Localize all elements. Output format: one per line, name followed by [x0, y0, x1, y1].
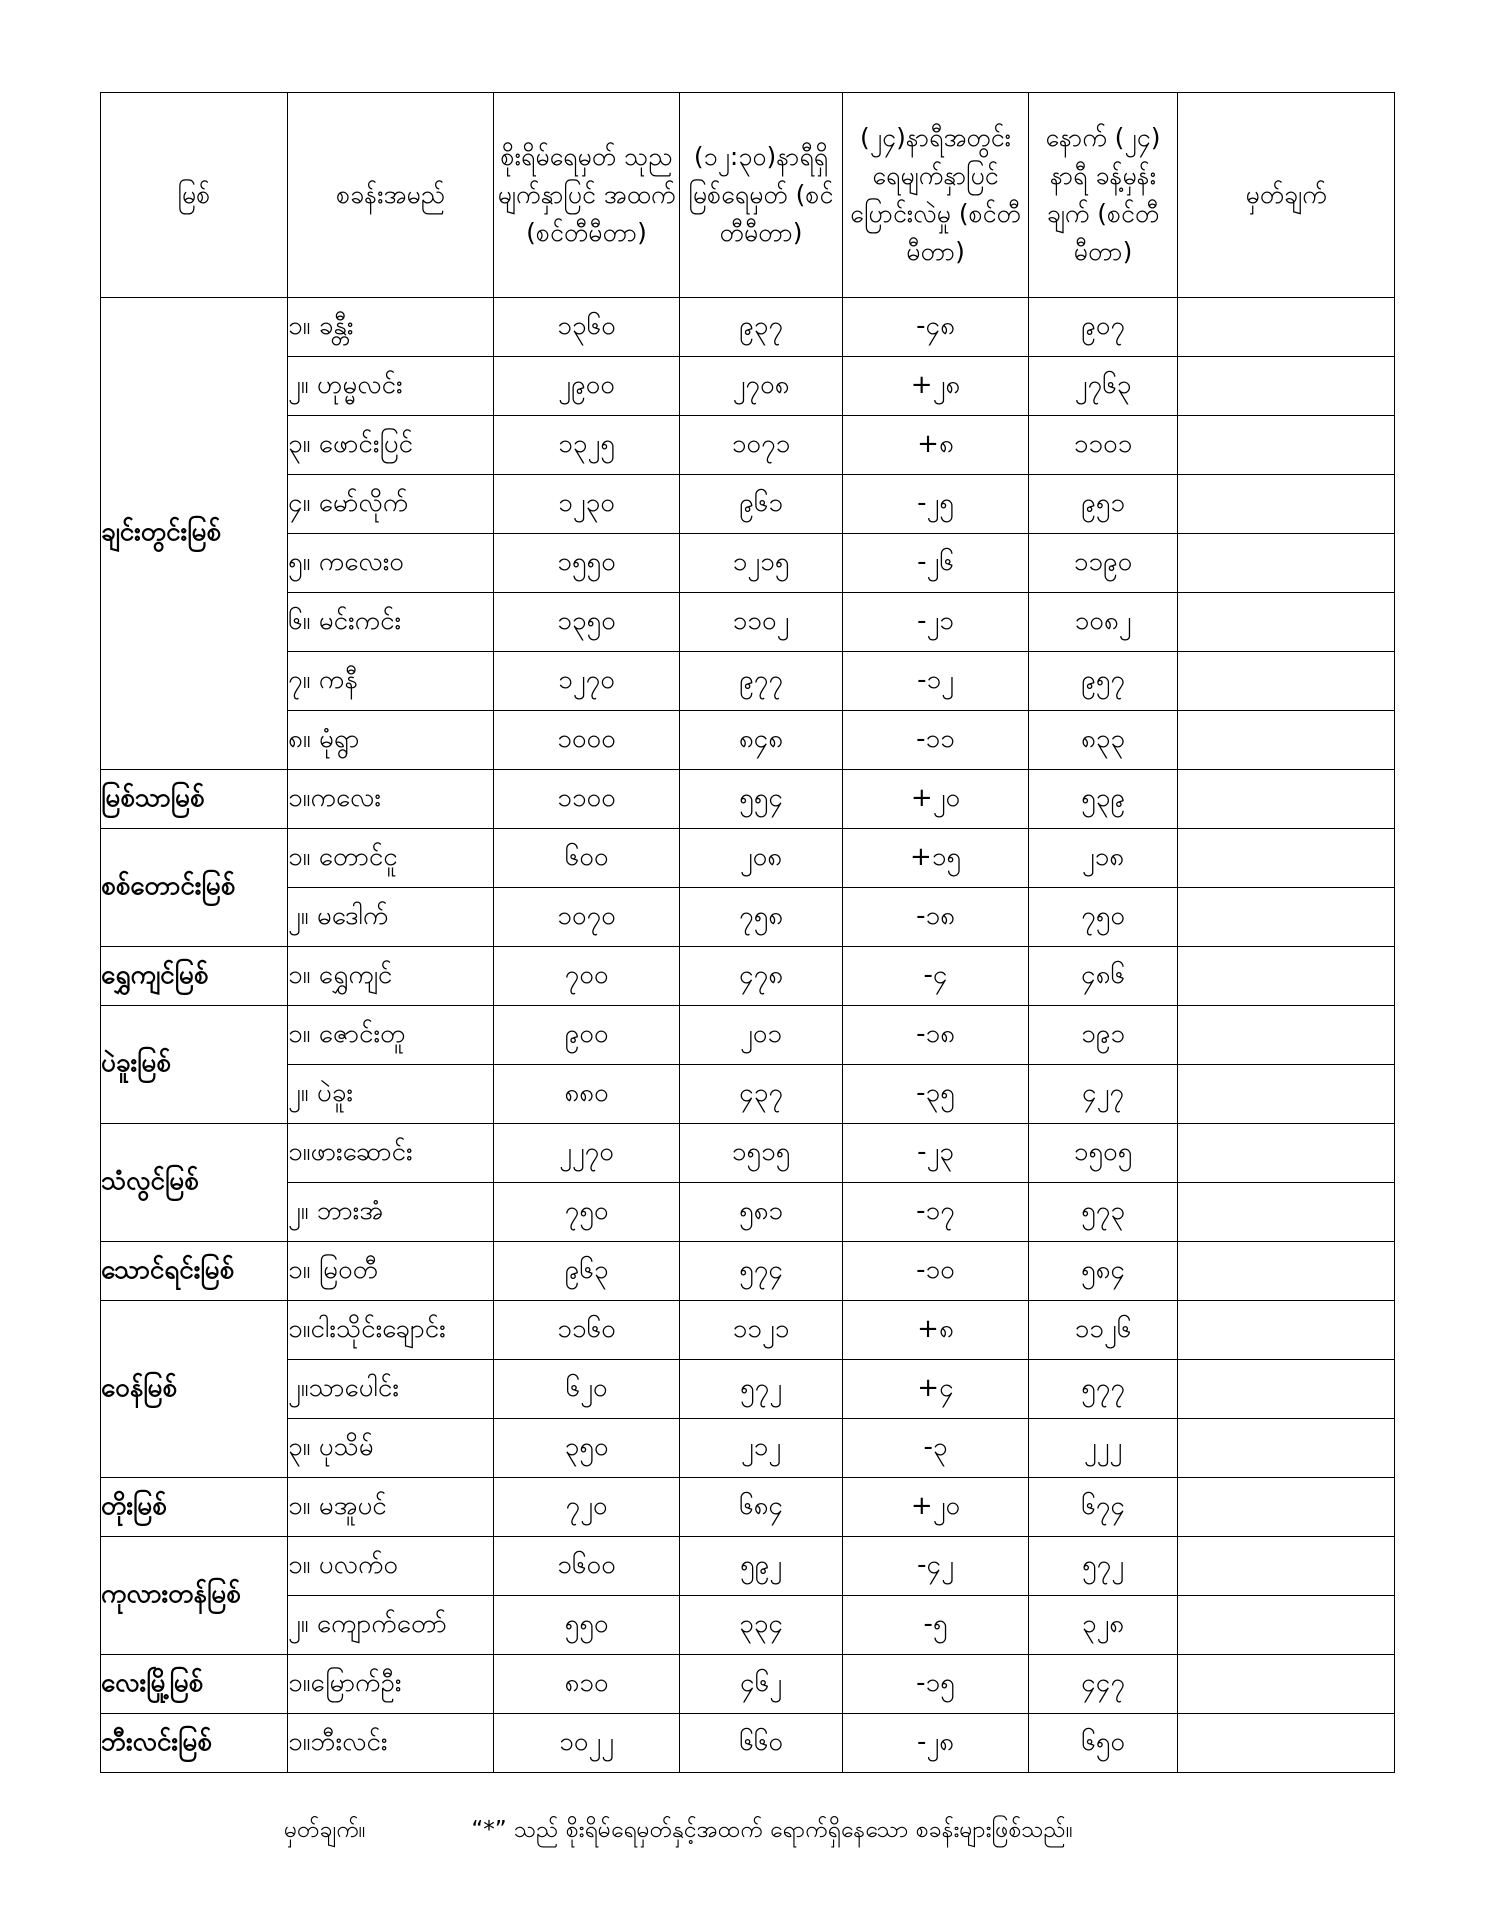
remark	[1178, 1006, 1395, 1065]
current-level: ၁၂၁၅	[680, 534, 843, 593]
table-row	[101, 1301, 1395, 1360]
station-name: ၂။ ဟုမ္မလင်း	[288, 357, 494, 416]
forecast-level: ၁၀၈၂	[1029, 593, 1178, 652]
danger-level: ၇၅၀	[494, 1183, 680, 1242]
forecast-level: ၉၅၇	[1029, 652, 1178, 711]
current-level: ၄၃၇	[680, 1065, 843, 1124]
station-name: ၁။မြောက်ဦး	[288, 1655, 494, 1714]
footnote-text: “*” သည် စိုးရိမ်ရေမှတ်နှင့်အထက် ရောက်ရှိနေသော စခန်းများဖြစ်သည်။	[471, 1817, 1073, 1843]
level-change: -၃၅	[843, 1065, 1029, 1124]
danger-level: ၈၁၀	[494, 1655, 680, 1714]
level-change: -၁၂	[843, 652, 1029, 711]
danger-level: ၁၂၃၀	[494, 475, 680, 534]
danger-level: ၁၃၅၀	[494, 593, 680, 652]
river-name: ဝေန်မြစ်	[101, 1301, 288, 1478]
forecast-level: ၄၄၇	[1029, 1655, 1178, 1714]
remark	[1178, 593, 1395, 652]
remark	[1178, 652, 1395, 711]
danger-level: ၁၀၇၀	[494, 888, 680, 947]
danger-level: ၃၅၀	[494, 1419, 680, 1478]
station-name: ၃။ ပုသိမ်	[288, 1419, 494, 1478]
header-change: (၂၄)နာရီအတွင်း ရေမျက်နှာပြင် ပြောင်းလဲမှု (စင်တီမီတာ)	[843, 93, 1029, 298]
header-danger-level: စိုးရိမ်ရေမှတ် သုညမျက်နှာပြင် အထက် (စင်တီမီတာ)	[494, 93, 680, 298]
forecast-level: ၁၁၉၀	[1029, 534, 1178, 593]
remark	[1178, 357, 1395, 416]
level-change: -၁၁	[843, 711, 1029, 770]
forecast-level: ၁၅၀၅	[1029, 1124, 1178, 1183]
level-change: -၄၈	[843, 298, 1029, 357]
level-change: +၈	[843, 1301, 1029, 1360]
table-row	[101, 1478, 1395, 1537]
station-name: ၂။ ဘားအံ	[288, 1183, 494, 1242]
remark	[1178, 888, 1395, 947]
header-river: မြစ်	[101, 93, 288, 298]
remark	[1178, 1065, 1395, 1124]
station-name: ၁။ဖားဆောင်း	[288, 1124, 494, 1183]
danger-level: ၈၈၀	[494, 1065, 680, 1124]
table-row	[101, 1006, 1395, 1065]
danger-level: ၇၂၀	[494, 1478, 680, 1537]
table-row	[101, 1065, 1395, 1124]
forecast-level: ၈၃၃	[1029, 711, 1178, 770]
level-change: +၂၀	[843, 1478, 1029, 1537]
forecast-level: ၃၂၈	[1029, 1596, 1178, 1655]
forecast-level: ၅၇၂	[1029, 1537, 1178, 1596]
remark	[1178, 1655, 1395, 1714]
current-level: ၉၃၇	[680, 298, 843, 357]
level-change: -၂၁	[843, 593, 1029, 652]
table-row	[101, 298, 1395, 357]
table-row	[101, 770, 1395, 829]
forecast-level: ၅၇၇	[1029, 1360, 1178, 1419]
station-name: ၁။ကလေး	[288, 770, 494, 829]
river-name: ဘီးလင်းမြစ်	[101, 1714, 288, 1773]
forecast-level: ၉၅၁	[1029, 475, 1178, 534]
river-name: တိုးမြစ်	[101, 1478, 288, 1537]
current-level: ၇၅၈	[680, 888, 843, 947]
level-change: -၂၆	[843, 534, 1029, 593]
danger-level: ၁၆၀၀	[494, 1537, 680, 1596]
header-forecast: နောက် (၂၄) နာရီ ခန့်မှန်းချက် (စင်တီမီတာ)	[1029, 93, 1178, 298]
river-name: ပဲခူးမြစ်	[101, 1006, 288, 1124]
station-name: ၁။ ပလက်ဝ	[288, 1537, 494, 1596]
current-level: ၁၅၁၅	[680, 1124, 843, 1183]
station-name: ၁။ မအူပင်	[288, 1478, 494, 1537]
station-name: ၁။ ခန္တီး	[288, 298, 494, 357]
forecast-level: ၁၉၁	[1029, 1006, 1178, 1065]
level-change: +၄	[843, 1360, 1029, 1419]
station-name: ၂။ ကျောက်တော်	[288, 1596, 494, 1655]
station-name: ၂။သာပေါင်း	[288, 1360, 494, 1419]
table-row	[101, 829, 1395, 888]
remark	[1178, 1124, 1395, 1183]
forecast-level: ၆၇၄	[1029, 1478, 1178, 1537]
station-name: ၁။ ဇောင်းတူ	[288, 1006, 494, 1065]
remark	[1178, 298, 1395, 357]
level-change: -၂၃	[843, 1124, 1029, 1183]
current-level: ၆၈၄	[680, 1478, 843, 1537]
danger-level: ၆၀၀	[494, 829, 680, 888]
level-change: +၈	[843, 416, 1029, 475]
forecast-level: ၂၂၂	[1029, 1419, 1178, 1478]
level-change: -၄၂	[843, 1537, 1029, 1596]
station-name: ၇။ ကနီ	[288, 652, 494, 711]
river-name: ကုလားတန်မြစ်	[101, 1537, 288, 1655]
danger-level: ၉၆၃	[494, 1242, 680, 1301]
danger-level: ၉၀၀	[494, 1006, 680, 1065]
remark	[1178, 1478, 1395, 1537]
remark	[1178, 1242, 1395, 1301]
current-level: ၂၇၀၈	[680, 357, 843, 416]
table-row	[101, 1419, 1395, 1478]
header-remark: မှတ်ချက်	[1178, 93, 1395, 298]
remark	[1178, 475, 1395, 534]
danger-level: ၁၂၇၀	[494, 652, 680, 711]
level-change: -၅	[843, 1596, 1029, 1655]
remark	[1178, 947, 1395, 1006]
forecast-level: ၂၁၈	[1029, 829, 1178, 888]
level-change: -၄	[843, 947, 1029, 1006]
table-row	[101, 711, 1395, 770]
river-name: သောင်ရင်းမြစ်	[101, 1242, 288, 1301]
station-name: ၄။ မော်လိုက်	[288, 475, 494, 534]
station-name: ၁။ မြဝတီ	[288, 1242, 494, 1301]
header-current-level: (၁၂:၃၀)နာရီရှိ မြစ်ရေမှတ် (စင်တီမီတာ)	[680, 93, 843, 298]
river-name: လေးမြို့မြစ်	[101, 1655, 288, 1714]
remark	[1178, 711, 1395, 770]
footnote	[284, 1815, 1073, 1849]
table-row	[101, 1124, 1395, 1183]
river-name: မြစ်သာမြစ်	[101, 770, 288, 829]
danger-level: ၁၃၆၀	[494, 298, 680, 357]
current-level: ၁၁၀၂	[680, 593, 843, 652]
current-level: ၃၃၄	[680, 1596, 843, 1655]
danger-level: ၆၂၀	[494, 1360, 680, 1419]
forecast-level: ၄၈၆	[1029, 947, 1178, 1006]
danger-level: ၁၃၂၅	[494, 416, 680, 475]
forecast-level: ၇၅၀	[1029, 888, 1178, 947]
river-name: ရွှေကျင်မြစ်	[101, 947, 288, 1006]
station-name: ၆။ မင်းကင်း	[288, 593, 494, 652]
current-level: ၁၁၂၁	[680, 1301, 843, 1360]
station-name: ၁။ ရွှေကျင်	[288, 947, 494, 1006]
river-name: သံလွင်မြစ်	[101, 1124, 288, 1242]
current-level: ၁၀၇၁	[680, 416, 843, 475]
river-name: ချင်းတွင်းမြစ်	[101, 298, 288, 770]
station-name: ၂။ ပဲခူး	[288, 1065, 494, 1124]
remark	[1178, 829, 1395, 888]
current-level: ၈၄၈	[680, 711, 843, 770]
table-row	[101, 652, 1395, 711]
danger-level: ၁၀၀၀	[494, 711, 680, 770]
station-name: ၁။ငါးသိုင်းချောင်း	[288, 1301, 494, 1360]
level-change: -၁၅	[843, 1655, 1029, 1714]
danger-level: ၂၂၇၀	[494, 1124, 680, 1183]
level-change: -၃	[843, 1419, 1029, 1478]
current-level: ၅၉၂	[680, 1537, 843, 1596]
forecast-level: ၁၁၀၁	[1029, 416, 1178, 475]
table-row	[101, 888, 1395, 947]
table-row	[101, 534, 1395, 593]
table-row	[101, 1655, 1395, 1714]
forecast-level: ၆၅၀	[1029, 1714, 1178, 1773]
current-level: ၅၈၁	[680, 1183, 843, 1242]
level-change: +၂၈	[843, 357, 1029, 416]
current-level: ၅၅၄	[680, 770, 843, 829]
remark	[1178, 1596, 1395, 1655]
table-row	[101, 947, 1395, 1006]
danger-level: ၁၀၂၂	[494, 1714, 680, 1773]
remark	[1178, 534, 1395, 593]
level-change: +၂၀	[843, 770, 1029, 829]
level-change: -၂၅	[843, 475, 1029, 534]
forecast-level: ၁၁၂၆	[1029, 1301, 1178, 1360]
header-row	[101, 93, 1395, 298]
danger-level: ၇၀၀	[494, 947, 680, 1006]
current-level: ၂၀၈	[680, 829, 843, 888]
level-change: -၂၈	[843, 1714, 1029, 1773]
remark	[1178, 1537, 1395, 1596]
table-row	[101, 1360, 1395, 1419]
table-row	[101, 1242, 1395, 1301]
table-row	[101, 1596, 1395, 1655]
forecast-level: ၄၂၇	[1029, 1065, 1178, 1124]
table-row	[101, 475, 1395, 534]
danger-level: ၁၁၆၀	[494, 1301, 680, 1360]
danger-level: ၁၁၀၀	[494, 770, 680, 829]
current-level: ၅၇၂	[680, 1360, 843, 1419]
station-name: ၅။ ကလေးဝ	[288, 534, 494, 593]
station-name: ၃။ ဖောင်းပြင်	[288, 416, 494, 475]
current-level: ၂၀၁	[680, 1006, 843, 1065]
table-row	[101, 416, 1395, 475]
level-change: -၁၇	[843, 1183, 1029, 1242]
header-station: စခန်းအမည်	[288, 93, 494, 298]
station-name: ၁။ တောင်ငူ	[288, 829, 494, 888]
forecast-level: ၉၀၇	[1029, 298, 1178, 357]
current-level: ၅၇၄	[680, 1242, 843, 1301]
danger-level: ၁၅၅၀	[494, 534, 680, 593]
river-name: စစ်တောင်းမြစ်	[101, 829, 288, 947]
remark	[1178, 1360, 1395, 1419]
current-level: ၄၆၂	[680, 1655, 843, 1714]
current-level: ၂၁၂	[680, 1419, 843, 1478]
remark	[1178, 1301, 1395, 1360]
danger-level: ၂၉၀၀	[494, 357, 680, 416]
forecast-level: ၅၇၃	[1029, 1183, 1178, 1242]
forecast-level: ၅၈၄	[1029, 1242, 1178, 1301]
level-change: +၁၅	[843, 829, 1029, 888]
remark	[1178, 1183, 1395, 1242]
footnote-label: မှတ်ချက်။	[284, 1817, 366, 1843]
table-row	[101, 1714, 1395, 1773]
remark	[1178, 416, 1395, 475]
remark	[1178, 1419, 1395, 1478]
current-level: ၄၇၈	[680, 947, 843, 1006]
station-name: ၈။ မုံရွာ	[288, 711, 494, 770]
river-level-table	[100, 92, 1395, 1773]
forecast-level: ၂၇၆၃	[1029, 357, 1178, 416]
current-level: ၆၆၀	[680, 1714, 843, 1773]
level-change: -၁၈	[843, 888, 1029, 947]
station-name: ၁။ဘီးလင်း	[288, 1714, 494, 1773]
level-change: -၁၈	[843, 1006, 1029, 1065]
station-name: ၂။ မဒေါက်	[288, 888, 494, 947]
current-level: ၉၇၇	[680, 652, 843, 711]
remark	[1178, 770, 1395, 829]
remark	[1178, 1714, 1395, 1773]
danger-level: ၅၅၀	[494, 1596, 680, 1655]
level-change: -၁၀	[843, 1242, 1029, 1301]
current-level: ၉၆၁	[680, 475, 843, 534]
table-row	[101, 1183, 1395, 1242]
table-row	[101, 357, 1395, 416]
forecast-level: ၅၃၉	[1029, 770, 1178, 829]
table-row	[101, 1537, 1395, 1596]
table-row	[101, 593, 1395, 652]
